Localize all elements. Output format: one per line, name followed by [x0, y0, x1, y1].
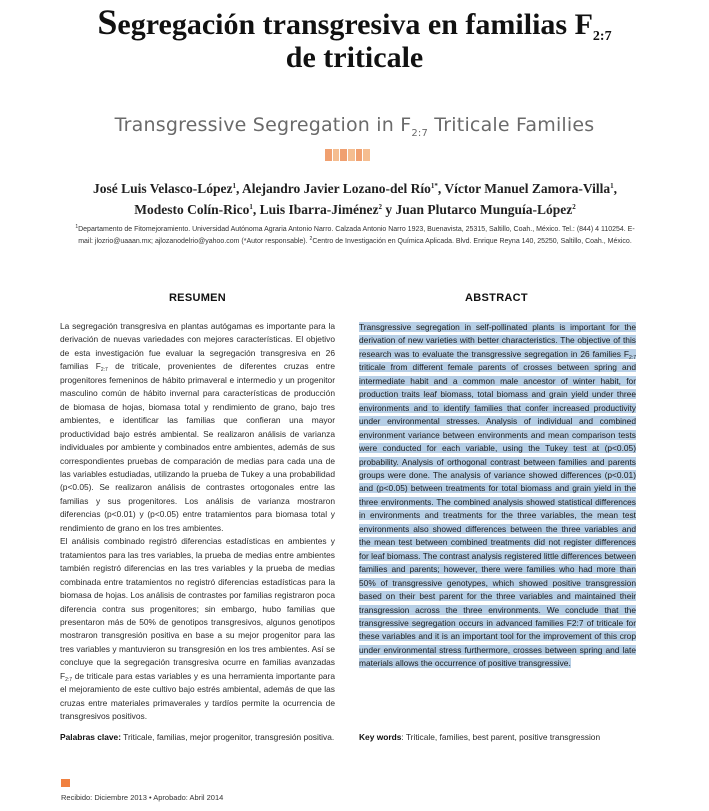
resumen-paragraph: El análisis combinado registró diferencias estadísticas en ambientes y tratamientos para las tres variables, la prueba de medias entre ambientes también registró diferencias en las tres variables y la prueba de medias combinada entre tratamientos no registró diferencias estadísticas para la biomasa de hojas. Los análisis de contrastes por familias registraron poca diferencia contra sus progenitores; sin embargo, hubo familias que presentaron más de 50% de genotipos transgresivos, algunos genotipos mostraron transgresión positiva en base a su mejor progenitor para las tres variables y mantuvieron su transgresión en los tres ambientes. Así se concluye que la segregación transgresiva ocurre en familias avanzadas $F_{2:7}$ de triticale para estas variables y es una herramienta importante para el mejoramiento de este cultivo bajo estrés ambiental, además de que las cruzas entre materiales primaverales y tardíos permite la ocurrencia de transgresivos positivos.: [60, 536, 335, 722]
palabras-clave: Palabras clave: Triticale, familias, mejor progenitor, transgresión positiva.: [60, 732, 335, 742]
selected-abstract-text[interactable]: Transgressive segregation in self-pollinated plants is important for the derivation of new varieties with better characteristics. The objective of this research was to evaluate the transgressive segregation in 26 families $F_{2:7}$ triticale from different female parents of crosses between spring and intermediate habit and a common male ancestor of winter habit, for production traits leaf biomass, total biomass and grain yield under three environments and to identify families that confer increased productivity under environmental stresses. Analysis of individual and combined environment variance between environments and mean comparison tests were conducted for each variable, using the Tukey test at (p<0.05) probability. Analysis of orthogonal contrast between families and parents groups were done. The analysis of variance showed differences (p<0.01) and (p<0.05) between treatments for total biomass and grain yield in the three environments. The combined analysis showed statistical differences in environments and treatments for the three variables, the mean test environments also showed differences between the three variables and the mean test between combined treatments did not register differences for leaf biomass. The contrast analysis registered little differences between families and parents; however, there were families who had more than 50% of transgressive genotypes, which showed positive transgression based on their best parent for the three variables and maintained their transgression across the three environments. We conclude that the transgressive segregation occurs in advanced families F2:7 of triticale for these variables and it is an important tool for the improvement of this crop under environmental stress furthermore, crosses between spring and late materials allows the occurrence of positive transgressive.: [359, 322, 636, 669]
received-approved-dates: Recibido: Diciembre 2013 • Aprobado: Abril 2014: [61, 793, 224, 802]
abstract-heading: ABSTRACT: [465, 292, 528, 304]
key-words: Key words: Triticale, families, best parent, positive transgression: [359, 732, 601, 742]
author-name: Alejandro Javier Lozano-del Río: [242, 181, 431, 196]
english-title: Transgressive Segregation in $F_{2:7}$ Triticale Families: [114, 114, 595, 139]
author-name: Modesto Colín-Rico: [134, 202, 250, 217]
title-line-2: de triticale: [285, 41, 424, 74]
title-line-1: Segregación transgresiva en familias $F_{2:7}$: [97, 2, 612, 44]
resumen-body: [60, 320, 335, 724]
author-name: Luis Ibarra-Jiménez: [259, 202, 379, 217]
abstract-body[interactable]: [359, 321, 636, 671]
footer-accent-square: [61, 779, 70, 787]
author-name: José Luis Velasco-López: [92, 181, 233, 196]
decorative-ornament: [325, 149, 371, 161]
author-list: José Luis Velasco-López$^1$, Alejandro Javier Lozano-del Río$^{1*}$, Víctor Manuel Zamora-Villa$^1$, Modesto Colín-Rico$^1$, Luis Ibarra-Jiménez$^2$ y Juan Plutarco Munguía-López$^2$: [92, 181, 618, 217]
resumen-heading: RESUMEN: [168, 292, 227, 304]
affiliations: $^1$Departamento de Fitomejoramiento. Universidad Autónoma Agraria Antonio Narro. Calzada Antonio Narro 1923, Buenavista, 25315, Saltillo, Coah., México. Tel.: (844) 4 110254. E-mail: jlozrio@uaaan.mx; ajlozanodelrio@yahoo.com (*Autor responsable). $^2$Centro de Investigación en Química Aplicada. Blvd. Enrique Reyna 140, 25250, Saltillo, Coah., México.: [75, 224, 635, 245]
article-title: [0, 2, 709, 74]
author-name: Víctor Manuel Zamora-Villa: [444, 181, 611, 196]
author-name: Juan Plutarco Munguía-López: [395, 202, 573, 217]
resumen-paragraph: La segregación transgresiva en plantas autógamas es importante para la derivación de nuevas variedades con mejores características. El objetivo de esta investigación fue evaluar la segregación transgresiva en 26 familias $F_{2:7}$ de triticale, provenientes de diferentes cruzas entre progenitores femeninos de hábito primaveral e intermedio y un progenitor masculino común de hábito invernal para características de producción de biomasa de hojas, biomasa total y rendimiento de grano, bajo tres ambientes, e identificar las familias que confieran una mayor productividad bajo estrés ambiental. Se realizaron análisis de varianza individuales por ambiente y combinados entre ambientes, además de sus correspondientes pruebas de comparación de medias para cada una de las variables estudiadas, utilizando la prueba de Tukey a una probabilidad (p<0.05). Se realizaron análisis de contrastes ortogonales entre las familias y sus progenitores. Los análisis de varianza mostraron diferencias (p<0.01) y (p<0.05) entre tratamientos para biomasa total y rendimiento de grano en los tres ambientes.: [60, 321, 335, 533]
